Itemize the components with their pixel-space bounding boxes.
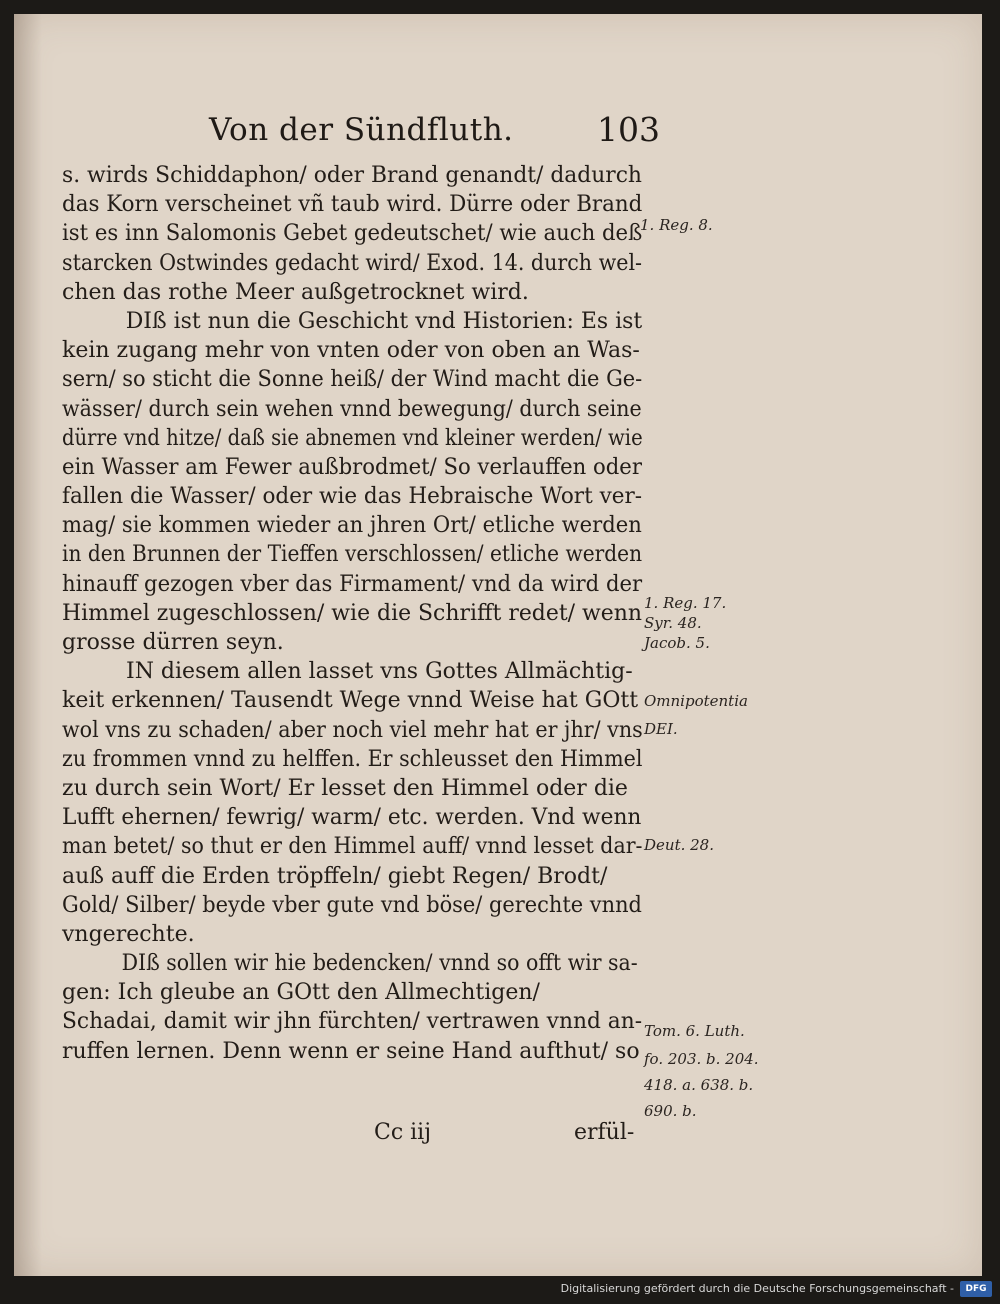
- text-line: Schadai, damit wir jhn fürchten/ vertrawen vnnd an-: [62, 1009, 643, 1035]
- text-line: keit erkennen/ Tausendt Wege vnnd Weise hat GOtt: [62, 688, 639, 714]
- page-gutter-shadow: [14, 14, 42, 1276]
- margin-note: DEI.: [644, 720, 678, 738]
- text-line: chen das rothe Meer außgetrocknet wird.: [62, 279, 529, 305]
- margin-note: 418. a. 638. b.: [644, 1076, 754, 1094]
- text-line: mag/ sie kommen wieder an jhren Ort/ etliche werden: [62, 513, 642, 539]
- margin-note: Tom. 6. Luth.: [644, 1022, 745, 1040]
- margin-note: 690. b.: [644, 1102, 697, 1120]
- text-line: fallen die Wasser/ oder wie das Hebraische Wort ver-: [62, 484, 643, 510]
- page-footer: [14, 1120, 982, 1150]
- margin-note: fo. 203. b. 204.: [644, 1050, 759, 1068]
- signature-mark: Cc iij: [374, 1120, 432, 1145]
- dfg-logo-icon: [960, 1281, 992, 1297]
- text-line: sern/ so sticht die Sonne heiß/ der Wind macht die Ge-: [62, 367, 643, 393]
- text-line: wässer/ durch sein wehen vnnd bewegung/ durch seine: [62, 396, 642, 422]
- text-line: in den Brunnen der Tieffen verschlossen/ etliche werden: [62, 542, 643, 568]
- text-line: wol vns zu schaden/ aber noch viel mehr hat er jhr/ vns: [62, 717, 643, 743]
- margin-note: Jacob. 5.: [644, 634, 710, 652]
- margin-note: Omnipotentia: [644, 692, 748, 710]
- text-line: Himmel zugeschlossen/ wie die Schrifft redet/ wenn: [62, 600, 643, 626]
- text-line: man betet/ so thut er den Himmel auff/ vnnd lesset dar-: [62, 834, 643, 860]
- text-line: hinauff gezogen vber das Firmament/ vnd da wird der: [62, 571, 643, 597]
- page-header: [14, 108, 982, 158]
- text-line: zu durch sein Wort/ Er lesset den Himmel oder die: [62, 775, 628, 801]
- page-number: 103: [597, 110, 660, 149]
- text-line: starcken Ostwindes gedacht wird/ Exod. 14. durch wel-: [62, 250, 643, 276]
- text-line: ruffen lernen. Denn wenn er seine Hand aufthut/ so: [62, 1038, 640, 1064]
- text-line: kein zugang mehr von vnten oder von oben an Was-: [62, 338, 640, 364]
- credit-bar: [0, 1276, 1000, 1304]
- text-line: gen: Ich gleube an GOtt den Allmechtigen/: [62, 980, 540, 1006]
- funding-credit: Digitalisierung gefördert durch die Deutsche Forschungsgemeinschaft -: [560, 1282, 954, 1295]
- margin-note: 1. Reg. 17.: [644, 594, 727, 612]
- paragraph-start-line: DIß ist nun die Geschicht vnd Historien: Es ist: [125, 308, 643, 334]
- text-line: Lufft ehernen/ fewrig/ warm/ etc. werden. Vnd wenn: [62, 805, 642, 831]
- text-line: Gold/ Silber/ beyde vber gute vnd böse/ gerechte vnnd: [62, 892, 642, 918]
- text-line: dürre vnd hitze/ daß sie abnemen vnd kleiner werden/ wie: [62, 425, 643, 451]
- running-head: Von der Sündfluth.: [209, 112, 514, 148]
- body-text: [62, 161, 642, 1066]
- text-line: ein Wasser am Fewer außbrodmet/ So verlauffen oder: [62, 454, 642, 480]
- text-line: grosse dürren seyn.: [62, 630, 284, 655]
- margin-note: 1. Reg. 8.: [640, 216, 713, 234]
- margin-note: Syr. 48.: [644, 614, 702, 632]
- text-line: s. wirds Schiddaphon/ oder Brand genandt/ dadurch: [62, 163, 642, 188]
- text-line: auß auff die Erden tröpffeln/ giebt Regen/ Brodt/: [62, 863, 608, 889]
- paragraph-start-line: DIß sollen wir hie bedencken/ vnnd so offt wir sa-: [121, 951, 638, 977]
- book-page: [14, 14, 982, 1276]
- margin-note: Deut. 28.: [644, 836, 714, 854]
- dfg-logo-text: DFG: [965, 1284, 987, 1294]
- paragraph-start-line: IN diesem allen lasset vns Gottes Allmächtig-: [126, 659, 633, 685]
- text-line: vngerechte.: [62, 921, 195, 947]
- text-line: ist es inn Salomonis Gebet gedeutschet/ wie auch deß: [62, 221, 643, 247]
- text-line: zu frommen vnnd zu helffen. Er schleusset den Himmel: [62, 746, 643, 772]
- text-line: das Korn verscheinet vñ taub wird. Dürre oder Brand: [62, 192, 643, 218]
- catchword: erfül-: [574, 1120, 635, 1145]
